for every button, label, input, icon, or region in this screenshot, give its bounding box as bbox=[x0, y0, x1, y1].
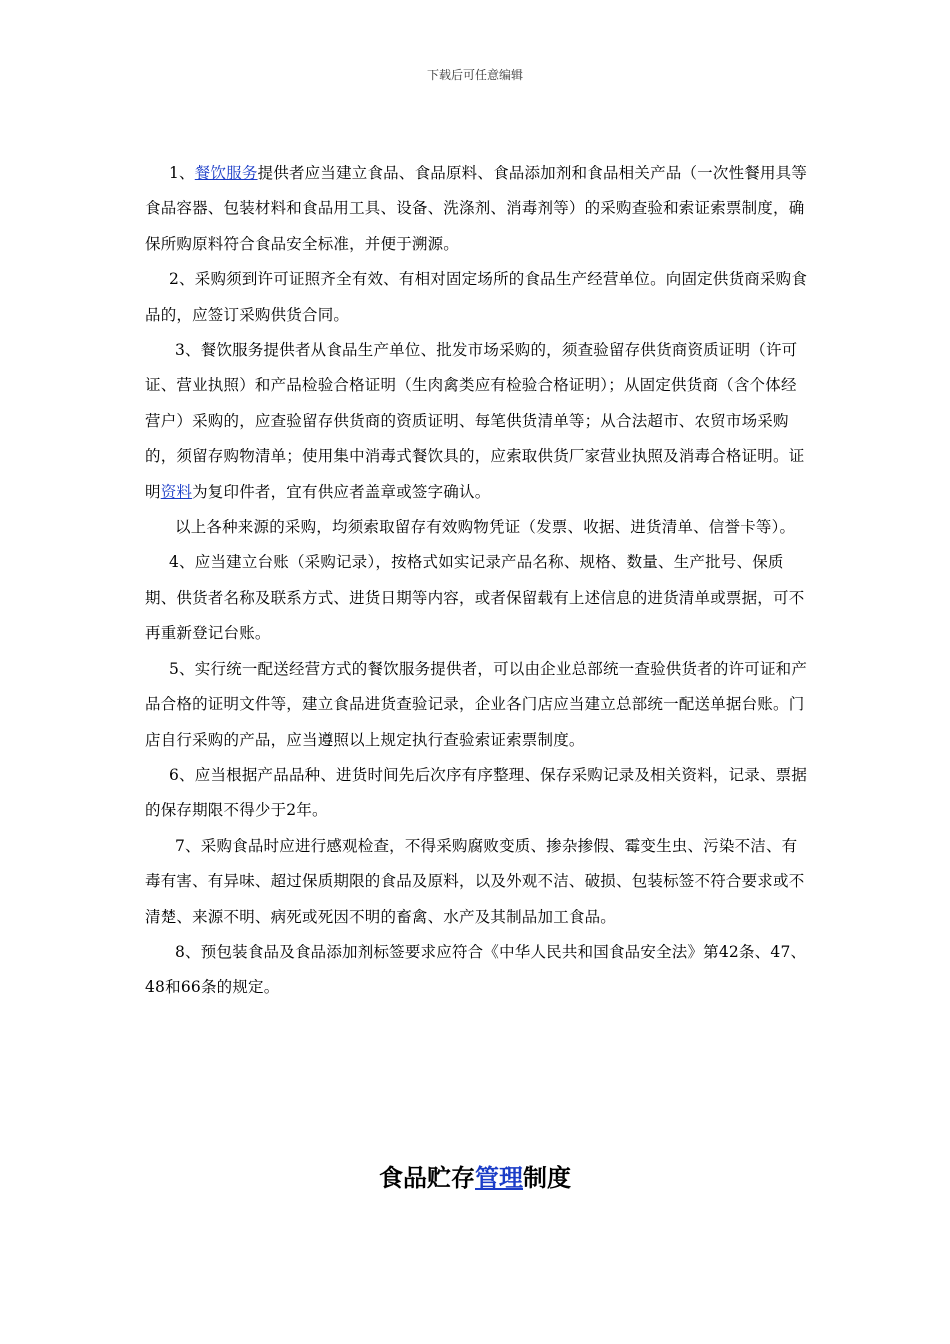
catering-service-link[interactable]: 餐饮服务 bbox=[194, 164, 258, 182]
paragraph-3-text: 3、餐饮服务提供者从食品生产单位、批发市场采购的，须查验留存供货商资质证明（许可证、营业执照）和产品检验合格证明（生肉禽类应有检验合格证明）；从固定供货商（含个体经营户）采购的，应查验留存供货商的资质证明、每笔供货清单等；从合法超市、农贸市场采购的，须留存购物清单；使用集中消毒式餐饮具的，应索取供货厂家营业执照及消毒合格证明。证明 bbox=[145, 341, 805, 501]
paragraph-2: 2、采购须到许可证照齐全有效、有相对固定场所的食品生产经营单位。向固定供货商采购食品的，应签订采购供货合同。 bbox=[145, 270, 808, 324]
document-body bbox=[145, 156, 810, 1006]
paragraph-1-prefix: 1、 bbox=[169, 164, 195, 182]
paragraph-6: 5、实行统一配送经营方式的餐饮服务提供者，可以由企业总部统一查验供货者的许可证和产品合格的证明文件等，建立食品进货查验记录，企业各门店应当建立总部统一配送单据台账。门店自行采购的产品，应当遵照以上规定执行查验索证索票制度。 bbox=[145, 659, 808, 749]
paragraph-4: 以上各种来源的采购，均须索取留存有效购物凭证（发票、收据、进货清单、信誉卡等）。 bbox=[175, 518, 796, 537]
section-title bbox=[0, 1158, 950, 1193]
management-link[interactable]: 管理 bbox=[475, 1164, 523, 1192]
page-header: 下载后可任意编辑 bbox=[426, 68, 523, 82]
paragraph-9: 8、预包装食品及食品添加剂标签要求应符合《中华人民共和国食品安全法》第42条、47、48和66条的规定。 bbox=[145, 942, 807, 997]
paragraph-7: 6、应当根据产品品种、进货时间先后次序有序整理、保存采购记录及相关资料，记录、票据的保存期限不得少于2年。 bbox=[145, 765, 808, 820]
paragraph-8: 7、采购食品时应进行感观检查，不得采购腐败变质、掺杂掺假、霉变生虫、污染不洁、有毒有害、有异味、超过保质期限的食品及原料，以及外观不洁、破损、包装标签不符合要求或不清楚、来源不明、病死或死因不明的畜禽、水产及其制品加工食品。 bbox=[145, 836, 805, 926]
paragraph-1-text: 提供者应当建立食品、食品原料、食品添加剂和食品相关产品（一次性餐用具等食品容器、包装材料和食品用工具、设备、洗涤剂、消毒剂等）的采购查验和索证索票制度，确保所购原料符合食品安全标准，并便于溯源。 bbox=[145, 164, 808, 253]
paragraph-5: 4、应当建立台账（采购记录），按格式如实记录产品名称、规格、数量、生产批号、保质期、供货者名称及联系方式、进货日期等内容，或者保留载有上述信息的进货清单或票据，可不再重新登记台账。 bbox=[145, 553, 805, 643]
title-part-2: 制度 bbox=[523, 1164, 571, 1192]
paragraph-3 bbox=[145, 333, 810, 510]
materials-link[interactable]: 资料 bbox=[160, 482, 193, 501]
title-part-1: 食品贮存 bbox=[379, 1164, 475, 1192]
paragraph-3-suffix: 为复印件者，宜有供应者盖章或签字确认。 bbox=[192, 482, 491, 501]
paragraph-1 bbox=[145, 156, 810, 262]
